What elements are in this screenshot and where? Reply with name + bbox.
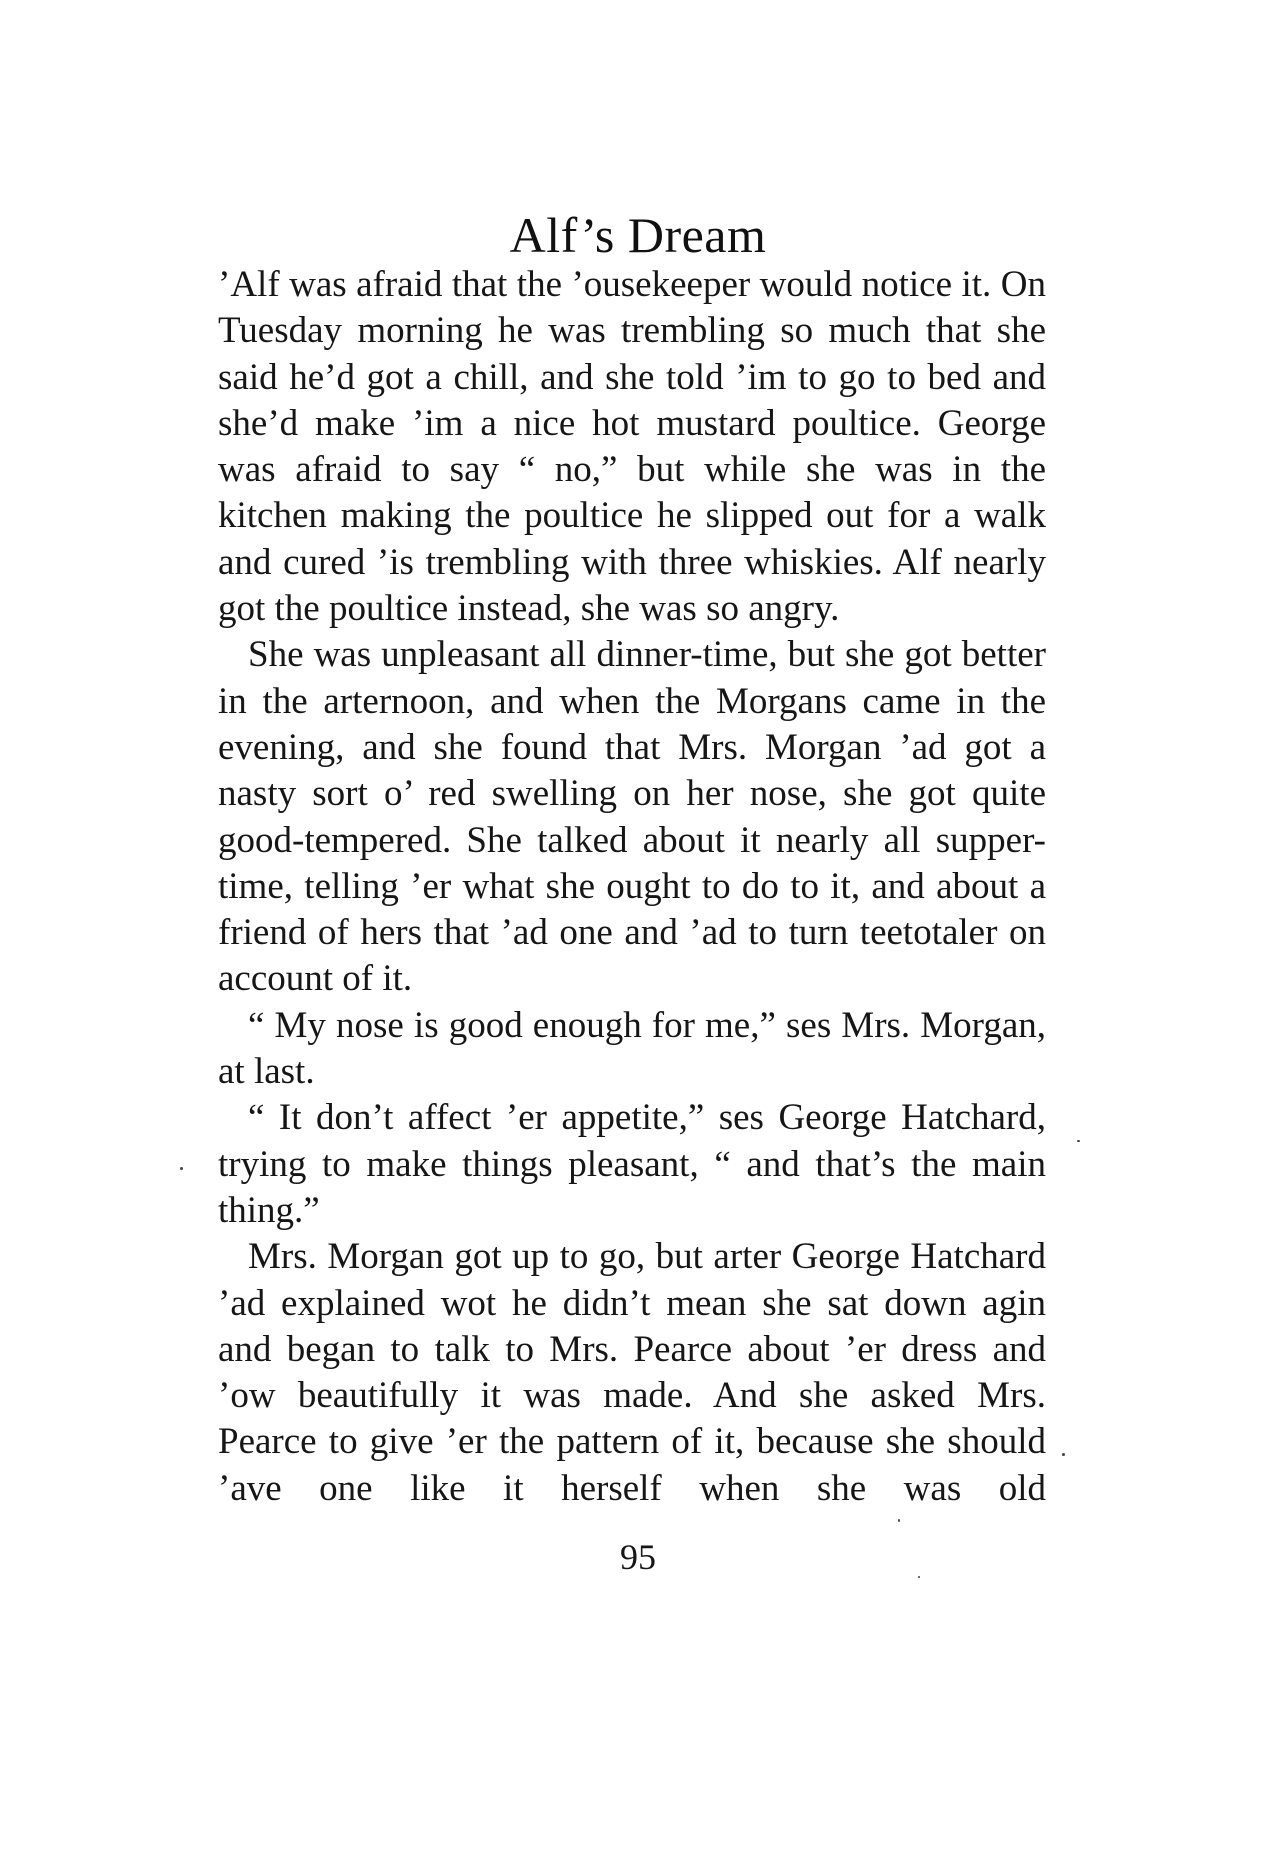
scan-speck (1077, 1140, 1080, 1142)
body-text (218, 262, 1046, 1512)
running-head-title: Alf’s Dream (509, 207, 767, 263)
scan-speck (898, 1519, 900, 1522)
paragraph-4: “ It don’t affect ’er appetite,” ses George Hatchard, trying to make things pleasant, “ and that’s the main thing.” (218, 1097, 1046, 1231)
paragraph-3: “ My nose is good enough for me,” ses Mrs. Morgan, at last. (218, 1004, 1046, 1093)
paragraph-5: Mrs. Morgan got up to go, but arter George Hatchard ’ad explained wot he didn’t mean she sat down agin and began to talk to Mrs. Pearce about ’er dress and ’ow beautifully it was made. And she asked Mrs. Pearce to give ’er the pattern of it, because she should ’ave one like it herself when she was old (218, 1236, 1046, 1509)
page-number: 95 (620, 1537, 656, 1577)
scan-speck (180, 1167, 183, 1170)
scan-speck (918, 1576, 920, 1578)
paragraph-1: ’Alf was afraid that the ’ousekeeper would notice it. On Tuesday morning he was trembling so much that she said he’d got a chill, and she told ’im to go to bed and she’d make ’im a nice hot mustard poultice. George was afraid to say “ no,” but while she was in the kitchen making the poultice he slipped out for a walk and cured ’is trembling with three whiskies. Alf nearly got the poultice instead, she was so angry. (218, 264, 1046, 630)
paragraph-2: She was unpleasant all dinner-time, but she got better in the arternoon, and when the Morgans came in the evening, and she found that Mrs. Morgan ’ad got a nasty sort o’ red swelling on her nose, she got quite good-tempered. She talked about it nearly all supper-time, telling ’er what she ought to do to it, and about a friend of hers that ’ad one and ’ad to turn teetotaler on account of it. (218, 634, 1046, 1000)
scan-speck (1062, 1453, 1065, 1456)
